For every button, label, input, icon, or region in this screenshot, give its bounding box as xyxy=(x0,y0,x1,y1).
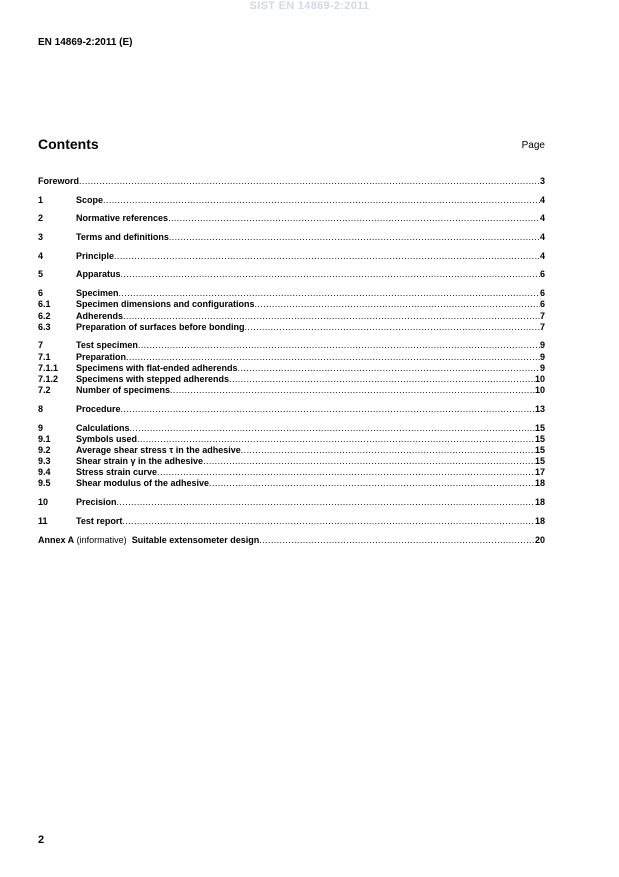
toc-leader-dots xyxy=(121,269,540,280)
toc-entry-page: 7 xyxy=(539,310,545,321)
toc-entry-title: Procedure xyxy=(76,403,121,414)
toc-entry-page: 17 xyxy=(534,467,545,478)
toc-entry-page: 4 xyxy=(539,213,545,224)
toc-entry-page: 9 xyxy=(539,362,545,373)
table-of-contents xyxy=(38,176,545,546)
annex-title: Suitable extensometer design xyxy=(131,534,260,545)
toc-entry-preparation[interactable] xyxy=(38,352,545,363)
document-id: EN 14869-2:2011 (E) xyxy=(38,37,133,48)
toc-entry-title: Symbols used xyxy=(76,433,138,444)
toc-entry-page: 10 xyxy=(534,373,545,384)
toc-leader-dots xyxy=(138,340,540,351)
toc-entry-flat-ended-adherends[interactable] xyxy=(38,363,545,374)
toc-entry-procedure[interactable] xyxy=(38,404,545,415)
toc-entry-title: Preparation of surfaces before bonding xyxy=(76,321,245,332)
toc-entry-number: 7.1.1 xyxy=(38,362,59,373)
toc-entry-page: 18 xyxy=(534,497,545,508)
toc-leader-dots xyxy=(79,176,540,187)
toc-entry-number: 7 xyxy=(38,340,44,351)
toc-entry-average-shear-stress[interactable] xyxy=(38,445,545,456)
toc-leader-dots xyxy=(157,467,535,478)
toc-leader-dots xyxy=(121,404,535,415)
toc-entry-page: 13 xyxy=(534,403,545,414)
toc-leader-dots xyxy=(122,516,535,527)
toc-entry-page: 4 xyxy=(539,250,545,261)
toc-entry-number: 8 xyxy=(38,403,44,414)
toc-leader-dots xyxy=(103,195,540,206)
toc-leader-dots xyxy=(255,299,540,310)
toc-entry-surface-preparation[interactable] xyxy=(38,322,545,333)
toc-entry-annex-a[interactable] xyxy=(38,535,545,546)
toc-entry-page: 6 xyxy=(539,299,545,310)
toc-entry-number: 7.2 xyxy=(38,385,51,396)
toc-entry-title: Average shear stress τ in the adhesive xyxy=(76,444,241,455)
toc-entry-number: 6.1 xyxy=(38,299,51,310)
toc-leader-dots xyxy=(203,456,535,467)
toc-entry-number: 9 xyxy=(38,422,44,433)
toc-entry-number: 7.1.2 xyxy=(38,373,59,384)
toc-entry-number: 4 xyxy=(38,250,44,261)
toc-entry-page: 20 xyxy=(534,534,545,545)
toc-entry-number: 11 xyxy=(38,515,48,526)
toc-entry-title: Precision xyxy=(76,497,117,508)
toc-entry-principle[interactable] xyxy=(38,251,545,262)
toc-entry-terms-and-definitions[interactable] xyxy=(38,232,545,243)
toc-entry-page: 15 xyxy=(534,433,545,444)
toc-entry-title: Number of specimens xyxy=(76,385,171,396)
toc-entry-number: 9.1 xyxy=(38,433,51,444)
toc-entry-title: Specimen dimensions and configurations xyxy=(76,299,255,310)
annex-note: (informative) xyxy=(74,534,132,545)
toc-entry-test-report[interactable] xyxy=(38,516,545,527)
toc-entry-page: 18 xyxy=(534,478,545,489)
toc-entry-title: Specimen xyxy=(76,288,119,299)
toc-entry-shear-strain[interactable] xyxy=(38,456,545,467)
toc-entry-title: Scope xyxy=(76,194,104,205)
toc-entry-page: 7 xyxy=(539,321,545,332)
toc-entry-symbols-used[interactable] xyxy=(38,434,545,445)
toc-entry-title: Shear strain γ in the adhesive xyxy=(76,456,204,467)
toc-leader-dots xyxy=(123,311,540,322)
toc-entry-page: 15 xyxy=(534,422,545,433)
toc-entry-page: 15 xyxy=(534,456,545,467)
toc-entry-number: 2 xyxy=(38,213,44,224)
toc-entry-number: 3 xyxy=(38,232,44,243)
toc-entry-stress-strain-curve[interactable] xyxy=(38,467,545,478)
toc-entry-stepped-adherends[interactable] xyxy=(38,374,545,385)
toc-entry-number: 10 xyxy=(38,497,49,508)
toc-leader-dots xyxy=(126,352,540,363)
toc-entry-apparatus[interactable] xyxy=(38,269,545,280)
toc-entry-page: 10 xyxy=(534,385,545,396)
toc-entry-title: Stress strain curve xyxy=(76,467,158,478)
toc-entry-title: Apparatus xyxy=(76,269,121,280)
toc-entry-title: Specimens with stepped adherends xyxy=(76,373,230,384)
toc-entry-title: Shear modulus of the adhesive xyxy=(76,478,210,489)
footer-page-number: 2 xyxy=(38,834,45,846)
toc-entry-title: Preparation xyxy=(76,351,127,362)
toc-entry-title: Terms and definitions xyxy=(76,232,169,243)
toc-entry-number: 9.4 xyxy=(38,467,51,478)
toc-leader-dots xyxy=(114,251,540,262)
toc-entry-number: 1 xyxy=(38,194,44,205)
annex-label: Annex A xyxy=(38,534,75,545)
toc-leader-dots xyxy=(170,385,535,396)
toc-entry-number: 9.3 xyxy=(38,456,51,467)
toc-entry-test-specimen[interactable] xyxy=(38,340,545,351)
toc-entry-foreword[interactable] xyxy=(38,176,545,187)
toc-entry-title: Foreword xyxy=(38,176,80,186)
toc-entry-adherends[interactable] xyxy=(38,311,545,322)
toc-entry-shear-modulus[interactable] xyxy=(38,478,545,489)
toc-entry-normative-references[interactable] xyxy=(38,213,545,224)
toc-entry-calculations[interactable] xyxy=(38,423,545,434)
toc-entry-specimen-dimensions[interactable] xyxy=(38,299,545,310)
toc-entry-number: 5 xyxy=(38,269,44,280)
toc-entry-number-of-specimens[interactable] xyxy=(38,385,545,396)
toc-leader-dots xyxy=(245,322,540,333)
toc-entry-title: Adherends xyxy=(76,310,124,321)
toc-entry-scope[interactable] xyxy=(38,195,545,206)
toc-entry-number: 6.3 xyxy=(38,321,51,332)
toc-entry-title: Test report xyxy=(76,515,123,526)
toc-leader-dots xyxy=(259,535,535,546)
toc-leader-dots xyxy=(119,288,540,299)
toc-entry-number: 7.1 xyxy=(38,351,51,362)
toc-entry-number: 6.2 xyxy=(38,310,51,321)
toc-leader-dots xyxy=(137,434,535,445)
toc-leader-dots xyxy=(209,478,535,489)
toc-entry-page: 18 xyxy=(534,515,545,526)
page-column-label: Page xyxy=(521,140,545,151)
toc-entry-number: 9.5 xyxy=(38,478,51,489)
toc-entry-page: 6 xyxy=(539,269,545,280)
toc-entry-number: 9.2 xyxy=(38,444,51,455)
toc-entry-title: Specimens with flat-ended adherends xyxy=(76,362,238,373)
toc-entry-title: Principle xyxy=(76,250,115,261)
toc-leader-dots xyxy=(241,445,535,456)
toc-leader-dots xyxy=(238,363,540,374)
toc-entry-title xyxy=(38,535,259,546)
toc-entry-page: 6 xyxy=(539,288,545,299)
toc-entry-number: 6 xyxy=(38,288,44,299)
toc-entry-specimen[interactable] xyxy=(38,288,545,299)
toc-entry-page: 15 xyxy=(534,444,545,455)
toc-leader-dots xyxy=(169,232,540,243)
toc-entry-page: 9 xyxy=(539,351,545,362)
toc-leader-dots xyxy=(117,497,535,508)
toc-entry-page: 4 xyxy=(539,232,545,243)
toc-entry-page: 3 xyxy=(539,176,545,186)
toc-leader-dots xyxy=(130,423,535,434)
toc-entry-title: Calculations xyxy=(76,422,130,433)
contents-title: Contents xyxy=(38,136,99,152)
toc-entry-title: Test specimen xyxy=(76,340,138,351)
watermark: SIST EN 14869-2:2011 xyxy=(249,0,370,12)
toc-entry-page: 9 xyxy=(539,340,545,351)
toc-leader-dots xyxy=(168,213,540,224)
toc-entry-page: 4 xyxy=(539,194,545,205)
toc-leader-dots xyxy=(229,374,535,385)
toc-entry-title: Normative references xyxy=(76,213,169,224)
toc-entry-precision[interactable] xyxy=(38,497,545,508)
